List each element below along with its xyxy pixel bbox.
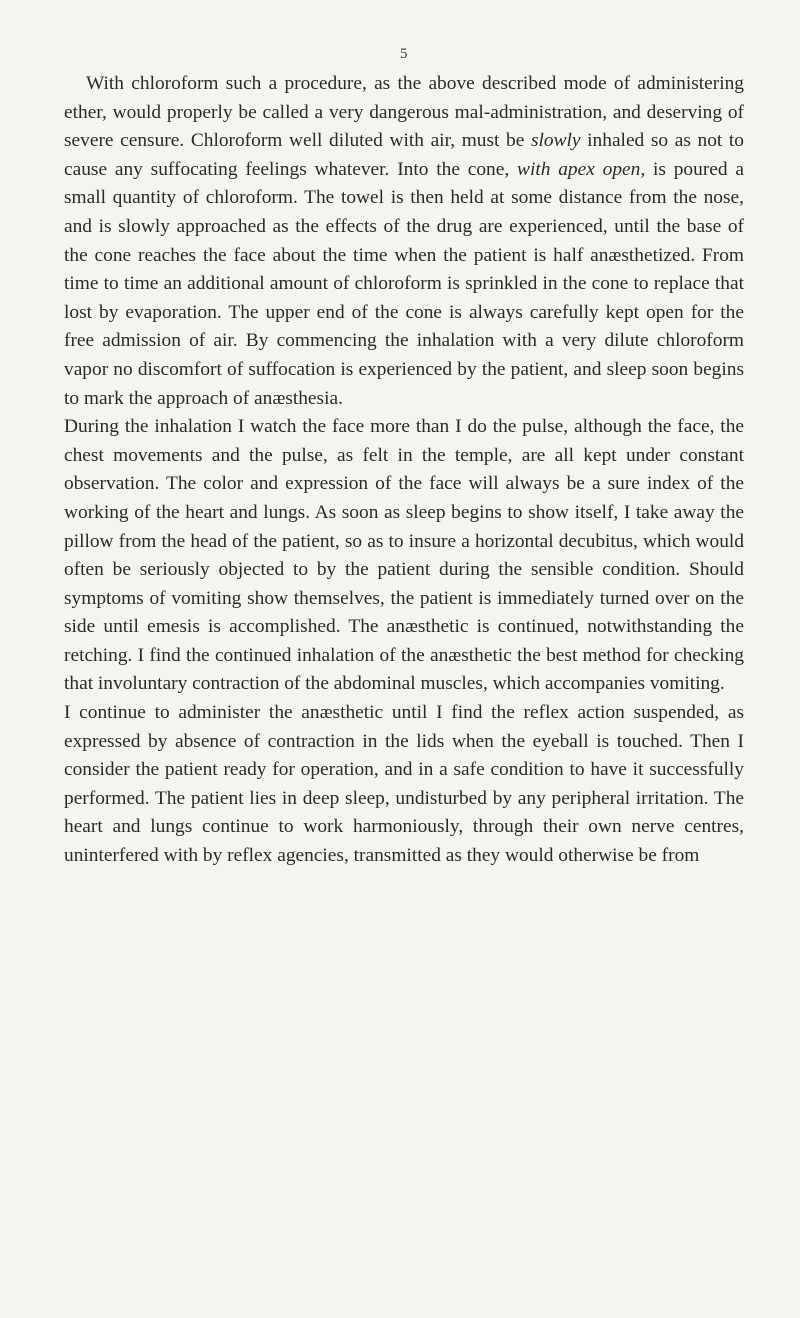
text-run: inhaled so as not to cause any suffocating feelings whatever. Into the cone, (64, 130, 744, 180)
paragraph-3 (64, 699, 744, 871)
text-run: I continue to administer the anæsthetic until I find the reflex action suspended, as expressed by absence of contraction in the lids when the eyeball is touched. Then I consider the patient ready for operation, and in a safe condition to have it successfully performed. The patient lies in deep sleep, undisturbed by any peripheral irritation. The heart and lungs continue to work harmoniously, through their own nerve centres, uninterfered with by reflex agencies, transmitted as they would otherwise be from (64, 702, 744, 867)
italic-text: with apex open, (517, 158, 646, 180)
text-run: is poured a small quantity of chloroform. The towel is then held at some distance from the nose, and is slowly approached as the effects of the drug are experienced, until the base of the cone reaches the face about the time when the patient is half anæsthetized. From time to time an additional amount of chloroform is sprinkled in the cone to replace that lost by evaporation. The upper end of the cone is always carefully kept open for the free admission of air. By commencing the inhalation with a very dilute chloroform vapor no discomfort of suffocation is experienced by the patient, and sleep soon begins to mark the approach of anæsthesia. (64, 158, 745, 409)
italic-text: slowly (530, 130, 581, 152)
body-text (64, 70, 744, 871)
paragraph-1 (64, 70, 744, 413)
page-number: 5 (400, 46, 408, 62)
paragraph-2 (64, 413, 744, 699)
text-run: During the inhalation I watch the face more than I do the pulse, although the face, the chest movements and the pulse, as felt in the temple, are all kept under constant observation. The color and expression of the face will always be a sure index of the working of the heart and lungs. As soon as sleep begins to show itself, I take away the pillow from the head of the patient, so as to insure a horizontal decubitus, which would often be seriously objected to by the patient during the sensible condition. Should symptoms of vomiting show themselves, the patient is immediately turned over on the side until emesis is accomplished. The anæsthetic is continued, notwithstanding the retching. I find the continued inhalation of the anæsthetic the best method for checking that involuntary contraction of the abdominal muscles, which accompanies vomiting. (64, 416, 744, 695)
text-run: With chloroform such a procedure, as the above described mode of administering ether, would properly be called a very dangerous mal-administration, and deserving of severe censure. Chloroform well diluted with air, must be (64, 73, 744, 152)
